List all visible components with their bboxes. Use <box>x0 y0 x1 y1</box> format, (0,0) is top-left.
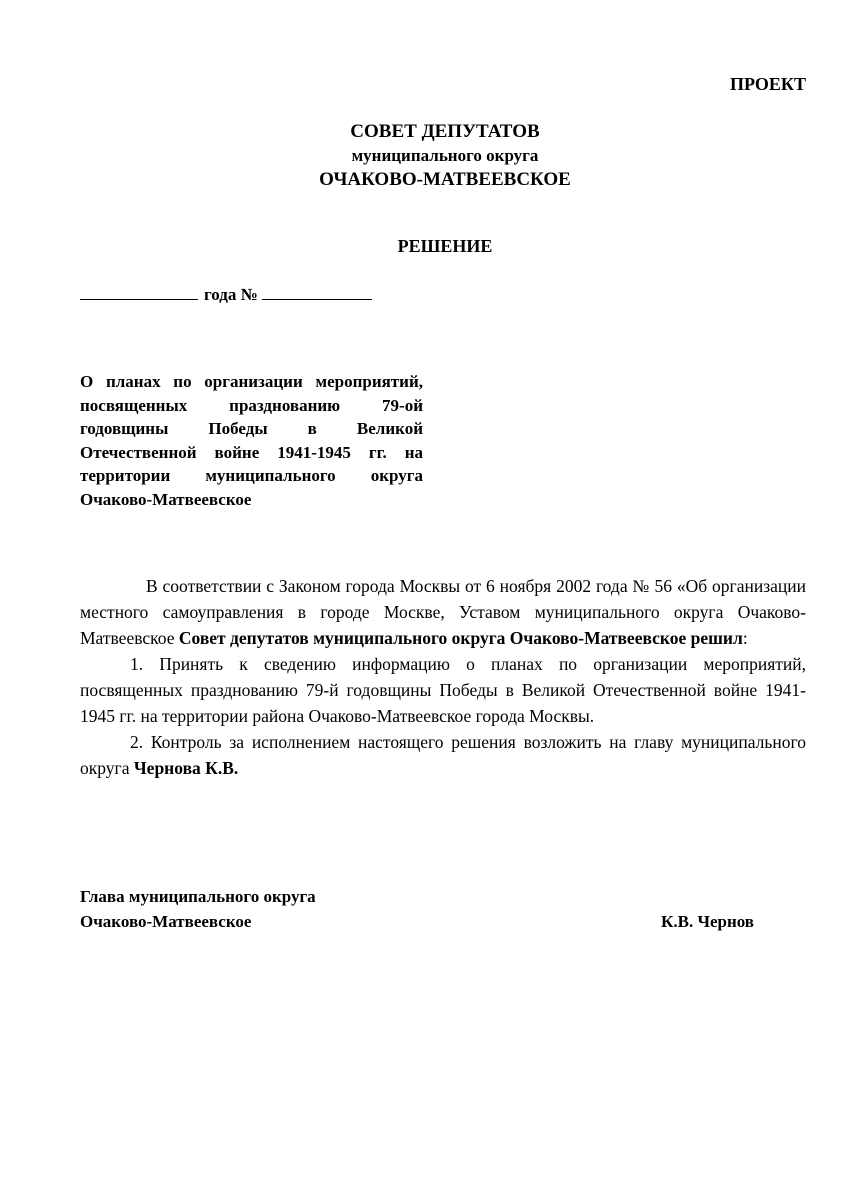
decision-item-2 <box>80 729 806 781</box>
decision-body <box>80 573 806 781</box>
preamble-paragraph <box>80 573 806 651</box>
signatory-title-line2: Очаково-Матвеевское <box>80 912 252 931</box>
date-blank <box>80 283 198 300</box>
document-title: РЕШЕНИЕ <box>397 236 493 256</box>
item-2-text: 2. Контроль за исполнением настоящего решения возложить на главу муниципального округа <box>80 732 806 778</box>
preamble-resolution: Совет депутатов муниципального округа Очаково-Матвеевское решил <box>178 628 743 648</box>
signatory-title-line1: Глава муниципального округа <box>80 887 316 906</box>
signature-block <box>80 884 754 934</box>
district-name: ОЧАКОВО-МАТВЕЕВСКОЕ <box>319 169 571 190</box>
council-name: СОВЕТ ДЕПУТАТОВ <box>350 121 540 142</box>
decision-item-1: 1. Принять к сведению информацию о планах по организации мероприятий, посвященных празднованию 79-й годовщины Победы в Великой Отечественной войне 1941-1945 гг. на территории района Очаково-Матвеевское города Москвы. <box>80 654 806 726</box>
date-number-line <box>80 283 372 305</box>
signatory-row <box>80 909 754 934</box>
year-number-label: года № <box>204 285 258 304</box>
issuer-header <box>0 120 848 192</box>
draft-stamp: ПРОЕКТ <box>730 74 806 94</box>
item-2-person: Чернова К.В. <box>133 758 239 778</box>
preamble-text: В соответствии с Законом города Москвы от 6 ноября 2002 года № 56 «Об организации местного самоуправления в городе Москве, Уставом муниципального округа Очаково-Матвеевское <box>80 576 806 648</box>
council-subtitle: муниципального округа <box>351 146 539 165</box>
signatory-name: К.В. Чернов <box>661 912 754 931</box>
decision-subject: О планах по организации мероприятий, посвященных празднованию 79-ой годовщины Победы в Великой Отечественной войне 1941-1945 гг. на территории муниципального округа Очаково-Матвеевское <box>80 372 423 509</box>
number-blank <box>262 283 372 300</box>
preamble-colon: : <box>742 628 748 648</box>
